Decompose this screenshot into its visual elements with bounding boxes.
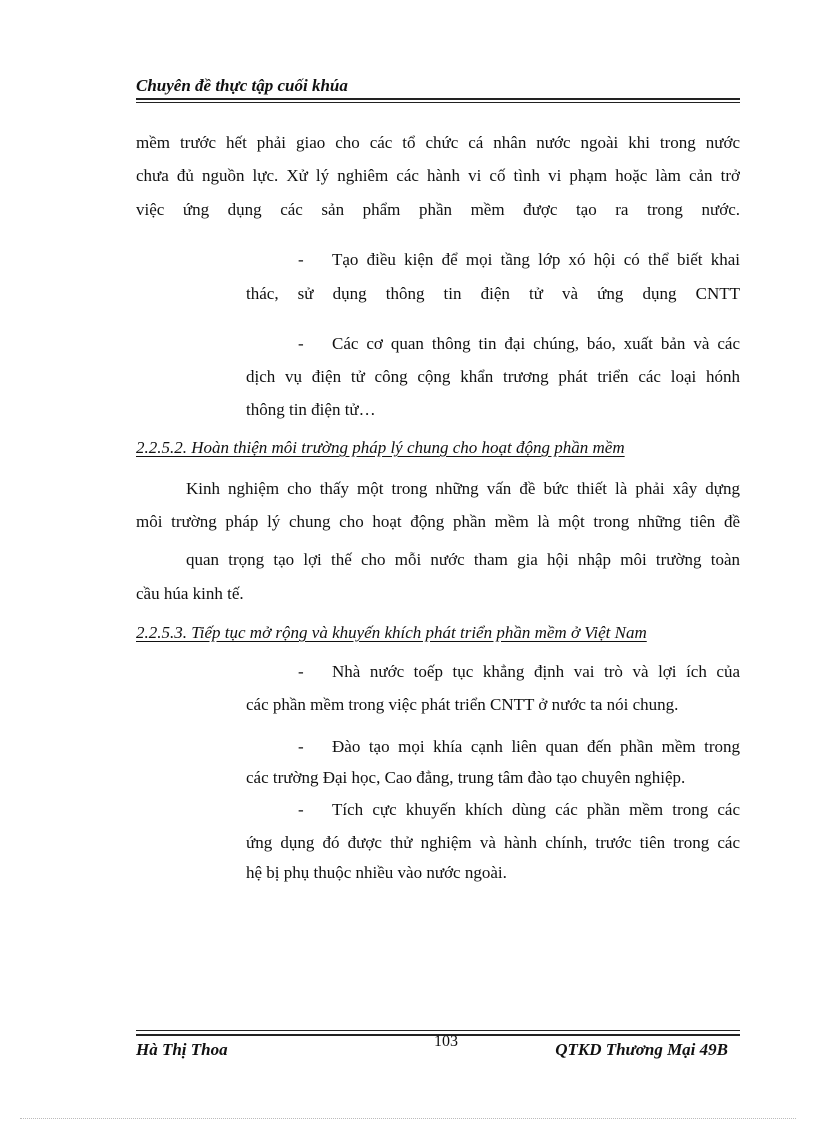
bullet-line: ứng dụng đó được thử nghiệm và hành chính, trước tiên trong các bbox=[246, 833, 740, 852]
bullet-line: thông tin điện tử… bbox=[246, 400, 376, 419]
running-header-title: Chuyên đề thực tập cuối khúa bbox=[136, 76, 348, 95]
bullet-line: dịch vụ điện tử công cộng khẩn trương phát triển các loại hónh bbox=[246, 367, 740, 386]
paragraph-line: Kinh nghiệm cho thấy một trong những vấn đề bức thiết là phải xây dựng bbox=[186, 479, 740, 498]
bullet-line: các phần mềm trong việc phát triển CNTT ở nước ta nói chung. bbox=[246, 695, 679, 714]
footer-author: Hà Thị Thoa bbox=[136, 1040, 228, 1059]
bullet-dash: - bbox=[298, 334, 304, 353]
paragraph-line: việc ứng dụng các sản phẩm phần mềm được tạo ra trong nước. bbox=[136, 200, 740, 219]
bullet-line: Các cơ quan thông tin đại chúng, báo, xuất bản và các bbox=[332, 334, 740, 353]
page-bottom-border bbox=[20, 1118, 796, 1119]
footer-class-name: QTKD Thương Mại 49B bbox=[555, 1040, 728, 1059]
bullet-line: hệ bị phụ thuộc nhiều vào nước ngoài. bbox=[246, 863, 507, 882]
section-heading: 2.2.5.3. Tiếp tục mở rộng và khuyến khích phát triển phần mềm ở Việt Nam bbox=[136, 623, 647, 642]
bullet-dash: - bbox=[298, 250, 304, 269]
bullet-dash: - bbox=[298, 662, 304, 681]
footer-rule-thin bbox=[136, 1030, 740, 1031]
paragraph-line: cầu húa kinh tế. bbox=[136, 584, 244, 603]
paragraph-line: chưa đủ nguồn lực. Xử lý nghiêm các hành vi cố tình vi phạm hoặc làm cản trở bbox=[136, 166, 740, 185]
header-rule-thin bbox=[136, 102, 740, 103]
bullet-line: Đào tạo mọi khía cạnh liên quan đến phần mềm trong bbox=[332, 737, 740, 756]
paragraph-line: môi trường pháp lý chung cho hoạt động phần mềm là một trong những tiên đề bbox=[136, 512, 740, 531]
bullet-line: Tạo điều kiện để mọi tầng lớp xó hội có thể biết khai bbox=[332, 250, 740, 269]
bullet-line: Nhà nước toếp tục khẳng định vai trò và lợi ích của bbox=[332, 662, 740, 681]
paragraph-line: quan trọng tạo lợi thế cho mỗi nước tham gia hội nhập môi trường toàn bbox=[186, 550, 740, 569]
bullet-dash: - bbox=[298, 800, 304, 819]
bullet-line: Tích cực khuyến khích dùng các phần mềm trong các bbox=[332, 800, 740, 819]
paragraph-line: mềm trước hết phải giao cho các tổ chức cá nhân nước ngoài khi trong nước bbox=[136, 133, 740, 152]
header-rule bbox=[136, 98, 740, 100]
section-heading: 2.2.5.2. Hoàn thiện môi trường pháp lý chung cho hoạt động phần mềm bbox=[136, 438, 625, 457]
bullet-line: các trường Đại học, Cao đẳng, trung tâm đào tạo chuyên nghiệp. bbox=[246, 768, 686, 787]
bullet-dash: - bbox=[298, 737, 304, 756]
bullet-line: thác, sử dụng thông tin điện tử và ứng dụng CNTT bbox=[246, 284, 740, 303]
page-number: 103 bbox=[434, 1033, 458, 1050]
